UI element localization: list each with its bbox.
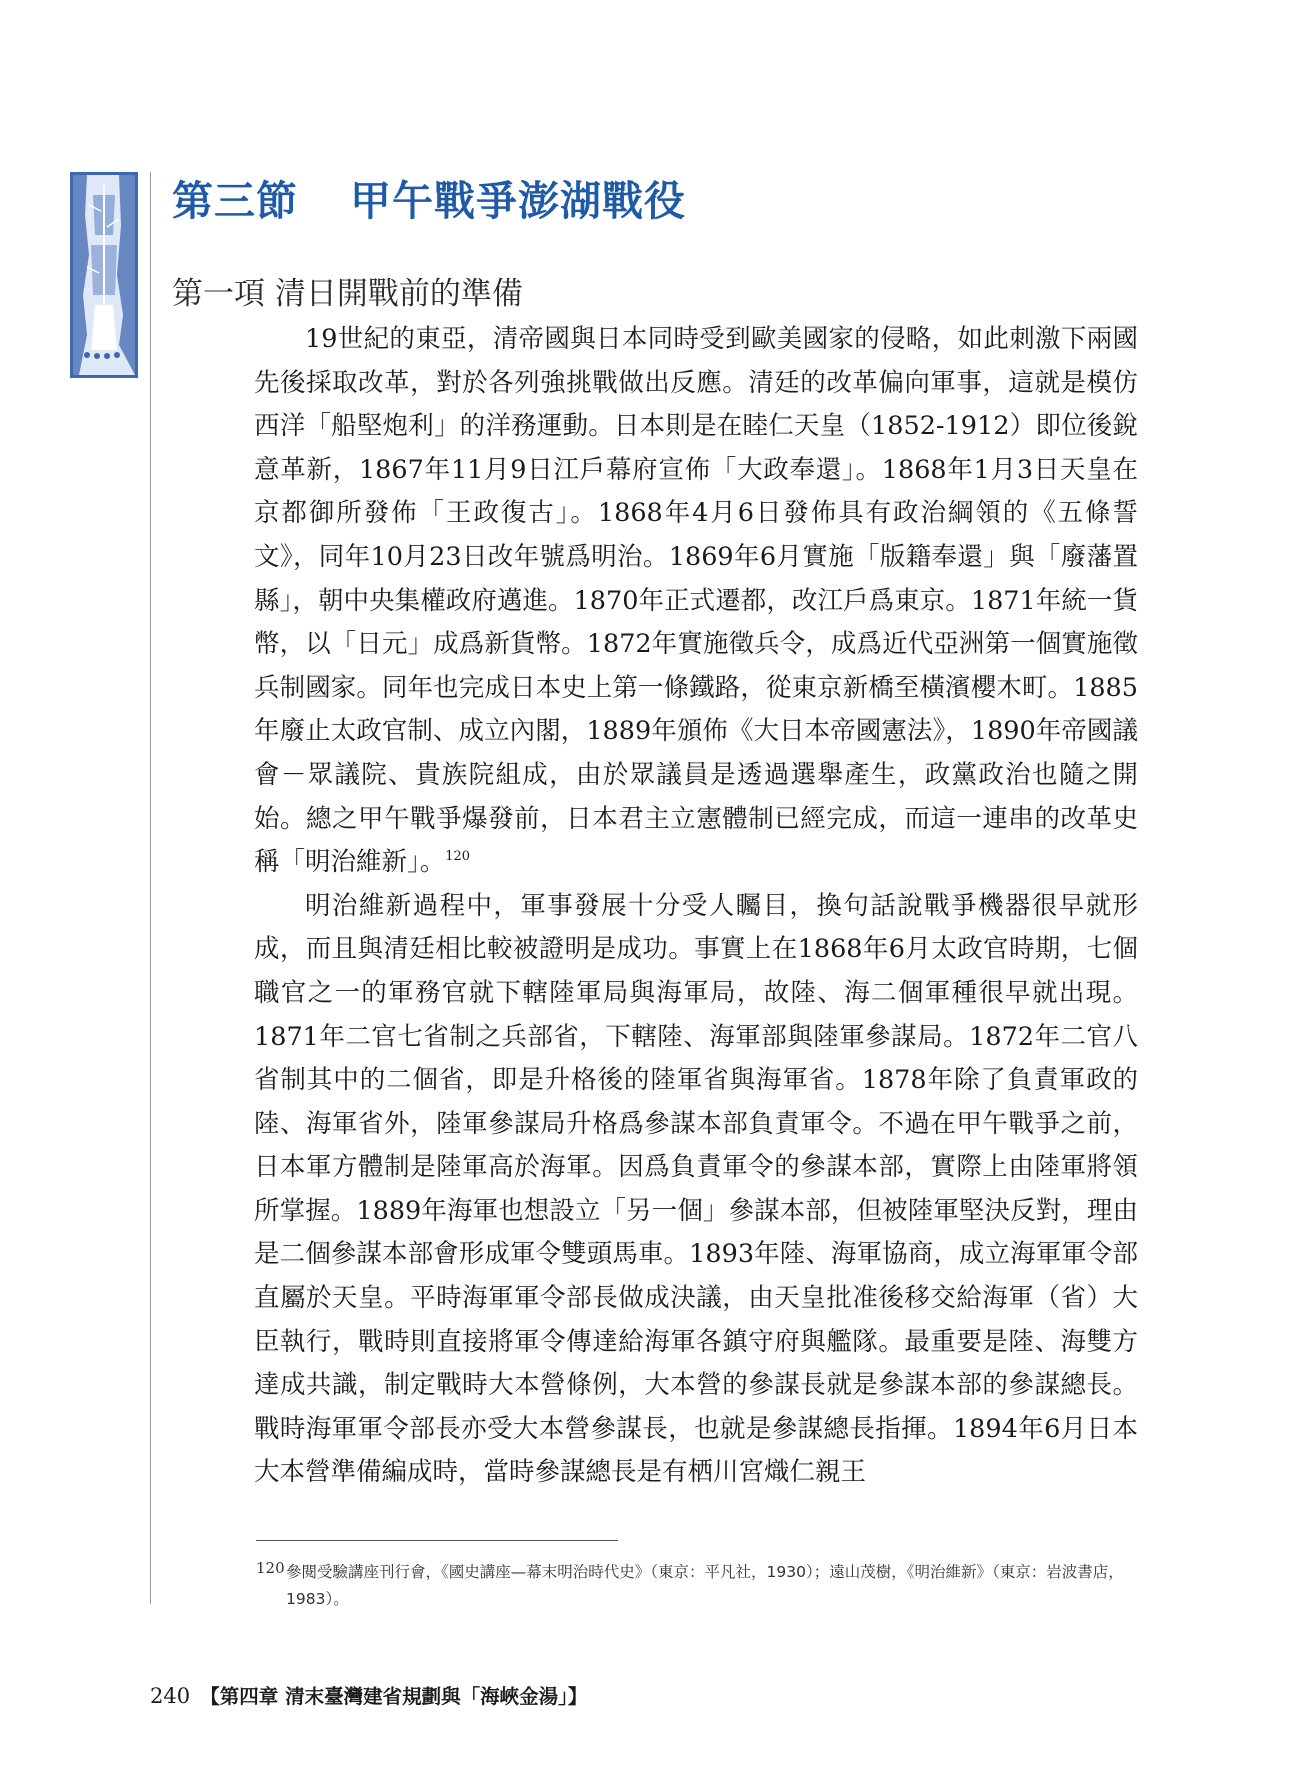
section-number: 第三節 [172, 177, 298, 225]
margin-rule [150, 172, 151, 1604]
chapter-illustration [70, 172, 138, 378]
paragraph-text: 19世紀的東亞，清帝國與日本同時受到歐美國家的侵略，如此刺激下兩國先後採取改革，對於各列強挑戰做出反應。清廷的改革偏向軍事，這就是模仿西洋「船堅炮利」的洋務運動。日本則是在睦仁天皇（1852-1912）即位後銳意革新，1867年11月9日江戶幕府宣佈「大政奉還」。1868年1月3日天皇在京都御所發佈「王政復古」。1868年4月6日發佈具有政治綱領的《五條誓文》，同年10月23日改年號爲明治。1869年6月實施「版籍奉還」與「廢藩置縣」，朝中央集權政府邁進。1870年正式遷都，改江戶爲東京。1871年統一貨幣，以「日元」成爲新貨幣。1872年實施徵兵令，成爲近代亞洲第一個實施徵兵制國家。同年也完成日本史上第一條鐵路，從東京新橋至橫濱櫻木町。1885年廢止太政官制、成立內閣，1889年頒佈《大日本帝國憲法》，1890年帝國議會－眾議院、貴族院組成，由於眾議員是透過選舉產生，政黨政治也隨之開始。總之甲午戰爭爆發前，日本君主立憲體制已經完成，而這一連串的改革史稱「明治維新」。 [254, 324, 1138, 878]
page-number: 240 [150, 1684, 191, 1708]
footnote-rule [256, 1540, 618, 1541]
paragraph [254, 318, 1138, 885]
chapter-title: 【第四章 清末臺灣建省規劃與「海峽金湯」】 [200, 1685, 588, 1708]
street-scene-icon [73, 175, 135, 375]
footnote-ref[interactable]: 120 [445, 849, 471, 865]
section-title-text: 甲午戰爭澎湖戰役 [350, 177, 686, 225]
body-text [254, 318, 1138, 1495]
paragraph-text: 明治維新過程中，軍事發展十分受人矚目，換句話說戰爭機器很早就形成，而且與清廷相比較被證明是成功。事實上在1868年6月太政官時期，七個職官之一的軍務官就下轄陸軍局與海軍局，故陸、海二個軍種很早就出現。1871年二官七省制之兵部省，下轄陸、海軍部與陸軍參謀局。1872年二官八省制其中的二個省，即是升格後的陸軍省與海軍省。1878年除了負責軍政的陸、海軍省外，陸軍參謀局升格爲參謀本部負責軍令。不過在甲午戰爭之前，日本軍方體制是陸軍高於海軍。因爲負責軍令的參謀本部，實際上由陸軍將領所掌握。1889年海軍也想設立「另一個」參謀本部，但被陸軍堅決反對，理由是二個參謀本部會形成軍令雙頭馬車。1893年陸、海軍協商，成立海軍軍令部直屬於天皇。平時海軍軍令部長做成決議，由天皇批准後移交給海軍（省）大臣執行，戰時則直接將軍令傳達給海軍各鎮守府與艦隊。最重要是陸、海雙方達成共識，制定戰時大本營條例，大本營的參謀長就是參謀本部的參謀總長。戰時海軍軍令部長亦受大本營參謀長，也就是參謀總長指揮。1894年6月日本大本營準備編成時，當時參謀總長是有栖川宮熾仁親王 [254, 890, 1138, 1488]
paragraph [254, 885, 1138, 1495]
footnote-number: 120 [256, 1559, 285, 1577]
footnote [256, 1559, 1138, 1613]
footnote-text: 參閱受驗講座刊行會，《國史講座—幕末明治時代史》（東京：平凡社，1930）；遠山茂樹，《明治維新》（東京：岩波書店，1983）。 [286, 1563, 1124, 1608]
page-footer [150, 1681, 587, 1709]
subsection-title: 第一項 清日開戰前的準備 [172, 276, 523, 312]
section-title [172, 168, 686, 227]
